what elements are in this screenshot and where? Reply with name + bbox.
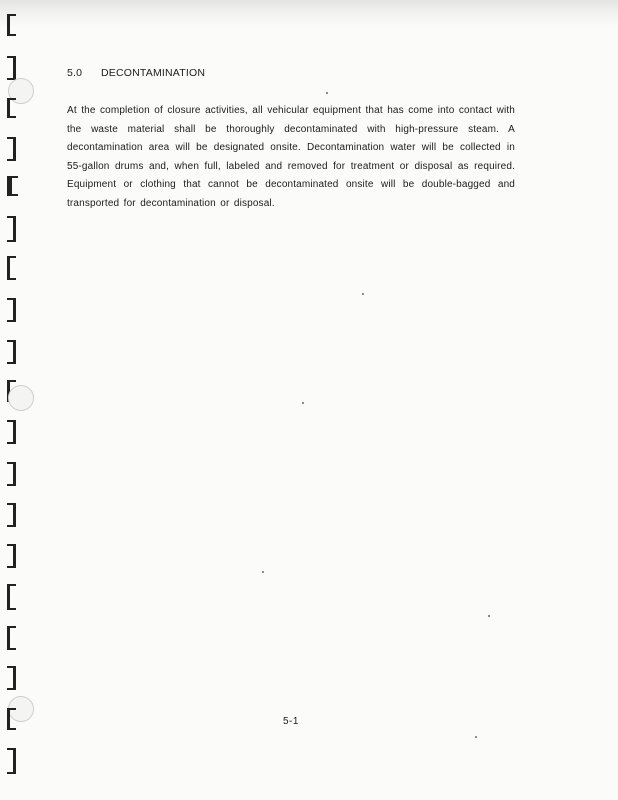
binding-mark <box>7 462 16 486</box>
page-number: 5-1 <box>283 716 299 727</box>
binding-mark <box>7 176 18 196</box>
binding-mark <box>7 298 16 322</box>
binding-mark <box>7 748 16 774</box>
scan-speck <box>488 615 490 617</box>
binding-mark <box>7 584 16 610</box>
binding-mark <box>7 544 16 568</box>
binding-mark <box>7 256 16 280</box>
section-title: DECONTAMINATION <box>101 67 206 79</box>
binding-mark <box>7 216 16 242</box>
scan-speck <box>362 293 364 295</box>
binding-mark <box>7 666 16 690</box>
punch-hole <box>8 385 34 411</box>
binding-mark <box>7 340 16 364</box>
body-paragraph: At the completion of closure activities, all vehicular equipment that has come into contact with the waste material shall be thoroughly decontaminated with high-pressure steam. A decontamination area will be designated onsite. Decontamination water will be collected in 55-gallon drums and, when full, labeled and removed for treatment or disposal as required. Equipment or clothing that cannot be decontaminated onsite will be double-bagged and transported for decontamination or disposal. <box>67 105 515 209</box>
binding-edge <box>0 0 26 800</box>
binding-mark <box>7 98 16 118</box>
scan-shadow-top <box>0 0 618 28</box>
binding-mark <box>7 56 16 80</box>
binding-mark <box>7 14 16 36</box>
scan-speck <box>475 736 477 738</box>
scan-speck <box>326 92 328 94</box>
binding-mark <box>7 626 16 650</box>
section-heading <box>67 67 205 79</box>
binding-mark <box>7 137 16 161</box>
binding-mark <box>7 708 16 730</box>
scan-speck <box>302 402 304 404</box>
binding-mark <box>7 503 16 527</box>
section-number: 5.0 <box>67 67 83 79</box>
scan-speck <box>262 571 264 573</box>
binding-mark <box>7 420 16 444</box>
